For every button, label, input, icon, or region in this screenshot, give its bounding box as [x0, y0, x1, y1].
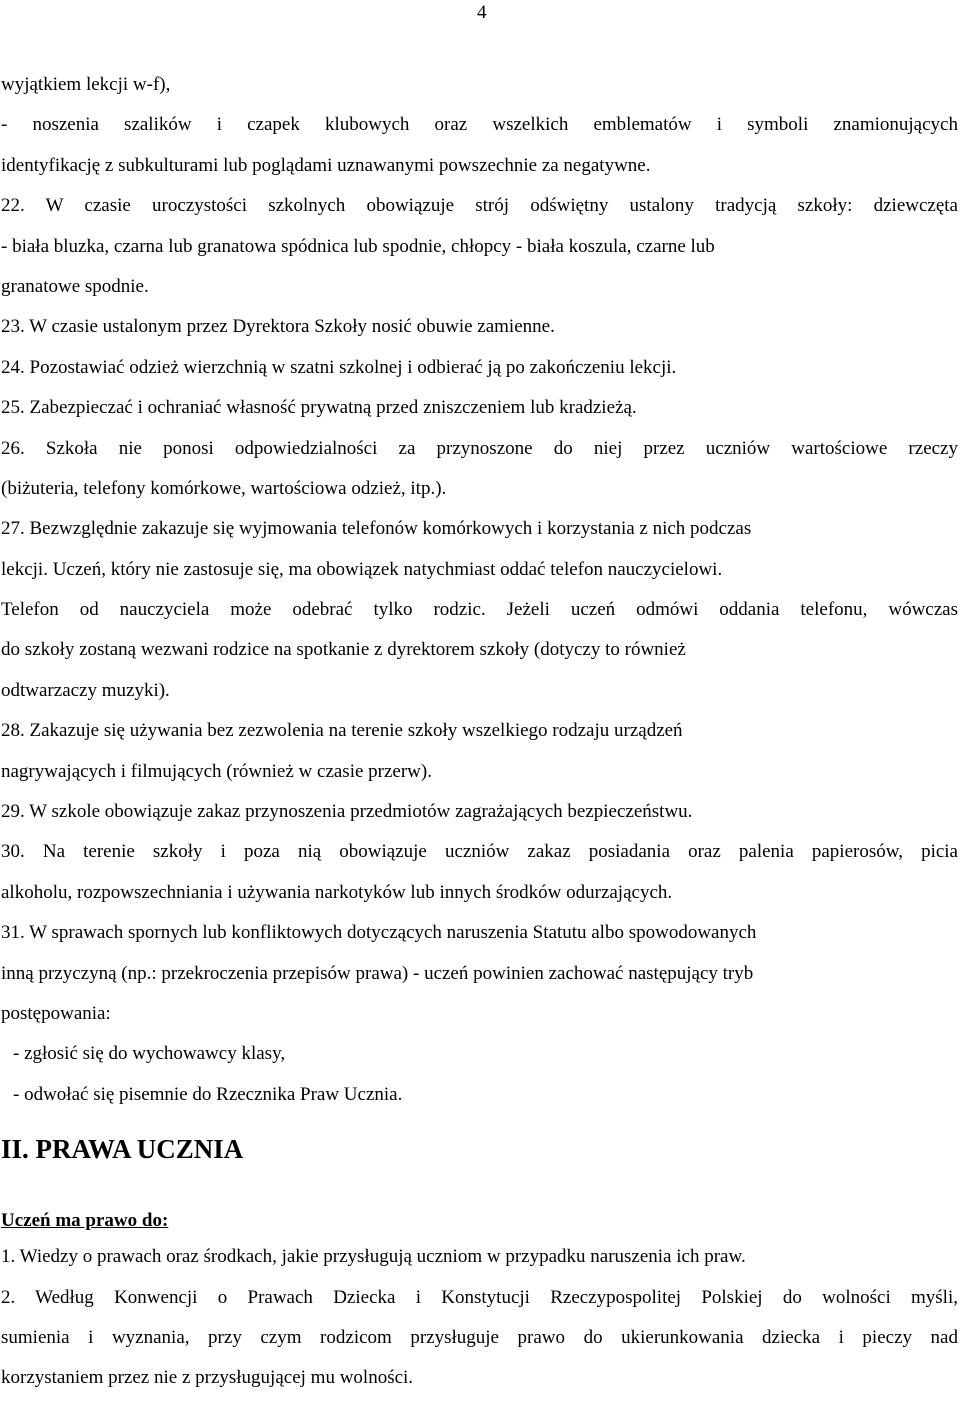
- rule-31: 31. W sprawach spornych lub konfliktowych dotyczących naruszenia Statutu albo spowodowanych: [1, 922, 757, 944]
- rule-30: 30. Na terenie szkoły i poza nią obowiązuje uczniów zakaz posiadania oraz palenia papierosów, picia: [1, 841, 958, 863]
- text-line: Telefon od nauczyciela może odebrać tylko rodzic. Jeżeli uczeń odmówi oddania telefonu, wówczas: [1, 599, 958, 621]
- text-line: identyfikację z subkulturami lub poglądami uznawanymi powszechnie za negatywne.: [1, 154, 651, 176]
- text-line: - biała bluzka, czarna lub granatowa spódnica lub spodnie, chłopcy - biała koszula, czarne lub: [1, 235, 715, 257]
- document-body: [0, 65, 960, 1399]
- sub-heading: Uczeń ma prawo do:: [1, 1210, 169, 1232]
- text-line: lekcji. Uczeń, który nie zastosuje się, ma obowiązek natychmiast oddać telefon nauczycielowi.: [1, 558, 723, 580]
- list-item: - odwołać się pisemnie do Rzecznika Praw Ucznia.: [13, 1083, 403, 1105]
- text-line: odtwarzaczy muzyki).: [1, 679, 170, 701]
- rule-23: 23. W czasie ustalonym przez Dyrektora Szkoły nosić obuwie zamienne.: [1, 316, 555, 338]
- text-line: - noszenia szalików i czapek klubowych oraz wszelkich emblematów i symboli znamionujących: [1, 114, 958, 136]
- section-heading: II. PRAWA UCZNIA: [1, 1134, 244, 1165]
- right-1: 1. Wiedzy o prawach oraz środkach, jakie przysługują uczniom w przypadku naruszenia ich praw.: [1, 1246, 746, 1268]
- right-2: 2. Według Konwencji o Prawach Dziecka i Konstytucji Rzeczypospolitej Polskiej do wolności myśli,: [1, 1286, 958, 1308]
- text-line: (biżuteria, telefony komórkowe, wartościowa odzież, itp.).: [1, 477, 447, 499]
- rule-27: 27. Bezwzględnie zakazuje się wyjmowania telefonów komórkowych i korzystania z nich podczas: [1, 518, 752, 540]
- text-line: postępowania:: [1, 1002, 111, 1024]
- rule-28: 28. Zakazuje się używania bez zezwolenia na terenie szkoły wszelkiego rodzaju urządzeń: [1, 720, 683, 742]
- rule-26: 26. Szkoła nie ponosi odpowiedzialności za przynoszone do niej przez uczniów wartościowe rzeczy: [1, 437, 958, 459]
- rule-29: 29. W szkole obowiązuje zakaz przynoszenia przedmiotów zagrażających bezpieczeństwu.: [1, 801, 693, 823]
- text-line: nagrywających i filmujących (również w czasie przerw).: [1, 760, 432, 782]
- text-line: inną przyczyną (np.: przekroczenia przepisów prawa) - uczeń powinien zachować następujący tryb: [1, 962, 754, 984]
- rule-24: 24. Pozostawiać odzież wierzchnią w szatni szkolnej i odbierać ją po zakończeniu lekcji.: [1, 356, 677, 378]
- rule-25: 25. Zabezpieczać i ochraniać własność prywatną przed zniszczeniem lub kradzieżą.: [1, 397, 637, 419]
- page-number: 4: [477, 2, 487, 23]
- text-line: do szkoły zostaną wezwani rodzice na spotkanie z dyrektorem szkoły (dotyczy to również: [1, 639, 686, 661]
- text-line: korzystaniem przez nie z przysługującej mu wolności.: [1, 1367, 414, 1389]
- list-item: - zgłosić się do wychowawcy klasy,: [13, 1043, 286, 1065]
- text-line: alkoholu, rozpowszechniania i używania narkotyków lub innych środków odurzających.: [1, 881, 673, 903]
- text-line: wyjątkiem lekcji w-f),: [1, 74, 171, 95]
- text-line: granatowe spodnie.: [1, 275, 149, 297]
- text-line: sumienia i wyznania, przy czym rodzicom przysługuje prawo do ukierunkowania dziecka i pieczy nad: [1, 1326, 958, 1348]
- text-line: 22. W czasie uroczystości szkolnych obowiązuje strój odświętny ustalony tradycją szkoły: dziewczęta: [1, 195, 958, 217]
